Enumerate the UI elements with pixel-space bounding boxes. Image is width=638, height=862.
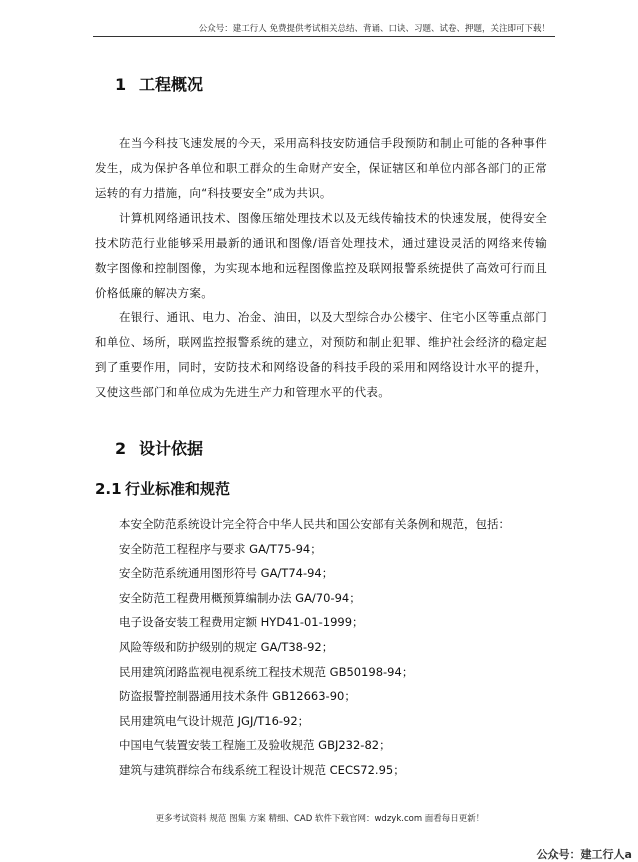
page-header-text: 公众号：建工行人 免费提供考试相关总结、背诵、口诀、习题、试卷、押题，关注即可下载！ [198, 24, 550, 34]
section-1-paragraph-1: 在当今科技飞速发展的今天，采用高科技安防通信手段预防和制止可能的各种事件发生，成为保护各单位和职工群众的生命财产安全，保证辖区和单位内部各部门的正常运转的有力措施，向“科技要安全”成为共识。 [95, 136, 547, 200]
section-2-1-title: 行业标准和规范 [125, 480, 231, 498]
list-item: 本安全防范系统设计完全符合中华人民共和国公安部有关条例和规范，包括： [119, 517, 510, 531]
list-item: 电子设备安装工程费用定额 HYD41-01-1999； [119, 615, 364, 630]
account-watermark: 公众号：建工行人a [536, 848, 632, 861]
section-2-number: 2 [115, 439, 127, 458]
list-item: 中国电气装置安装工程施工及验收规范 GBJ232-82； [119, 738, 391, 753]
section-2-heading [115, 436, 203, 459]
list-item: 安全防范工程程序与要求 GA/T75-94； [119, 541, 322, 556]
header-divider [93, 36, 555, 37]
list-item: 建筑与建筑群综合布线系统工程设计规范 CECS72.95； [119, 762, 405, 777]
section-2-1-heading [95, 478, 230, 499]
list-item: 安全防范系统通用图形符号 GA/T74-94； [119, 566, 334, 581]
section-1-title: 工程概况 [139, 75, 204, 94]
list-item: 民用建筑电气设计规范 JGJ/T16-92； [119, 713, 310, 728]
standards-list [119, 512, 559, 783]
section-1-heading [115, 72, 203, 95]
section-1-number: 1 [115, 75, 127, 94]
list-item: 民用建筑闭路监视电视系统工程技术规范 GB50198-94； [119, 664, 414, 679]
list-item: 风险等级和防护级别的规定 GA/T38-92； [119, 639, 334, 654]
section-2-title: 设计依据 [139, 439, 204, 458]
section-2-1-number: 2.1 [95, 480, 122, 498]
list-item: 安全防范工程费用概预算编制办法 GA/70-94； [119, 590, 361, 605]
page-footer-text: 更多考试资料 规范 图集 方案 精细、CAD 软件下载官网：wdzyk.com 面看每日更新！ [155, 814, 485, 824]
section-1-paragraph-2: 计算机网络通讯技术、图像压缩处理技术以及无线传输技术的快速发展，使得安全技术防范行业能够采用最新的通讯和图像/语音处理技术，通过建设灵活的网络来传输数字图像和控制图像，为实现本地和远程图像监控及联网报警系统提供了高效可行而且价格低廉的解决方案。 [95, 211, 547, 300]
section-1-paragraph-3: 在银行、通讯、电力、冶金、油田，以及大型综合办公楼宇、住宅小区等重点部门和单位、场所，联网监控报警系统的建立，对预防和制止犯罪、维护社会经济的稳定起到了重要作用，同时，安防技术和网络设备的科技手段的采用和网络设计水平的提升，又使这些部门和单位成为先进生产力和管理水平的代表。 [95, 310, 547, 399]
list-item: 防盗报警控制器通用技术条件 GB12663-90； [119, 689, 356, 704]
